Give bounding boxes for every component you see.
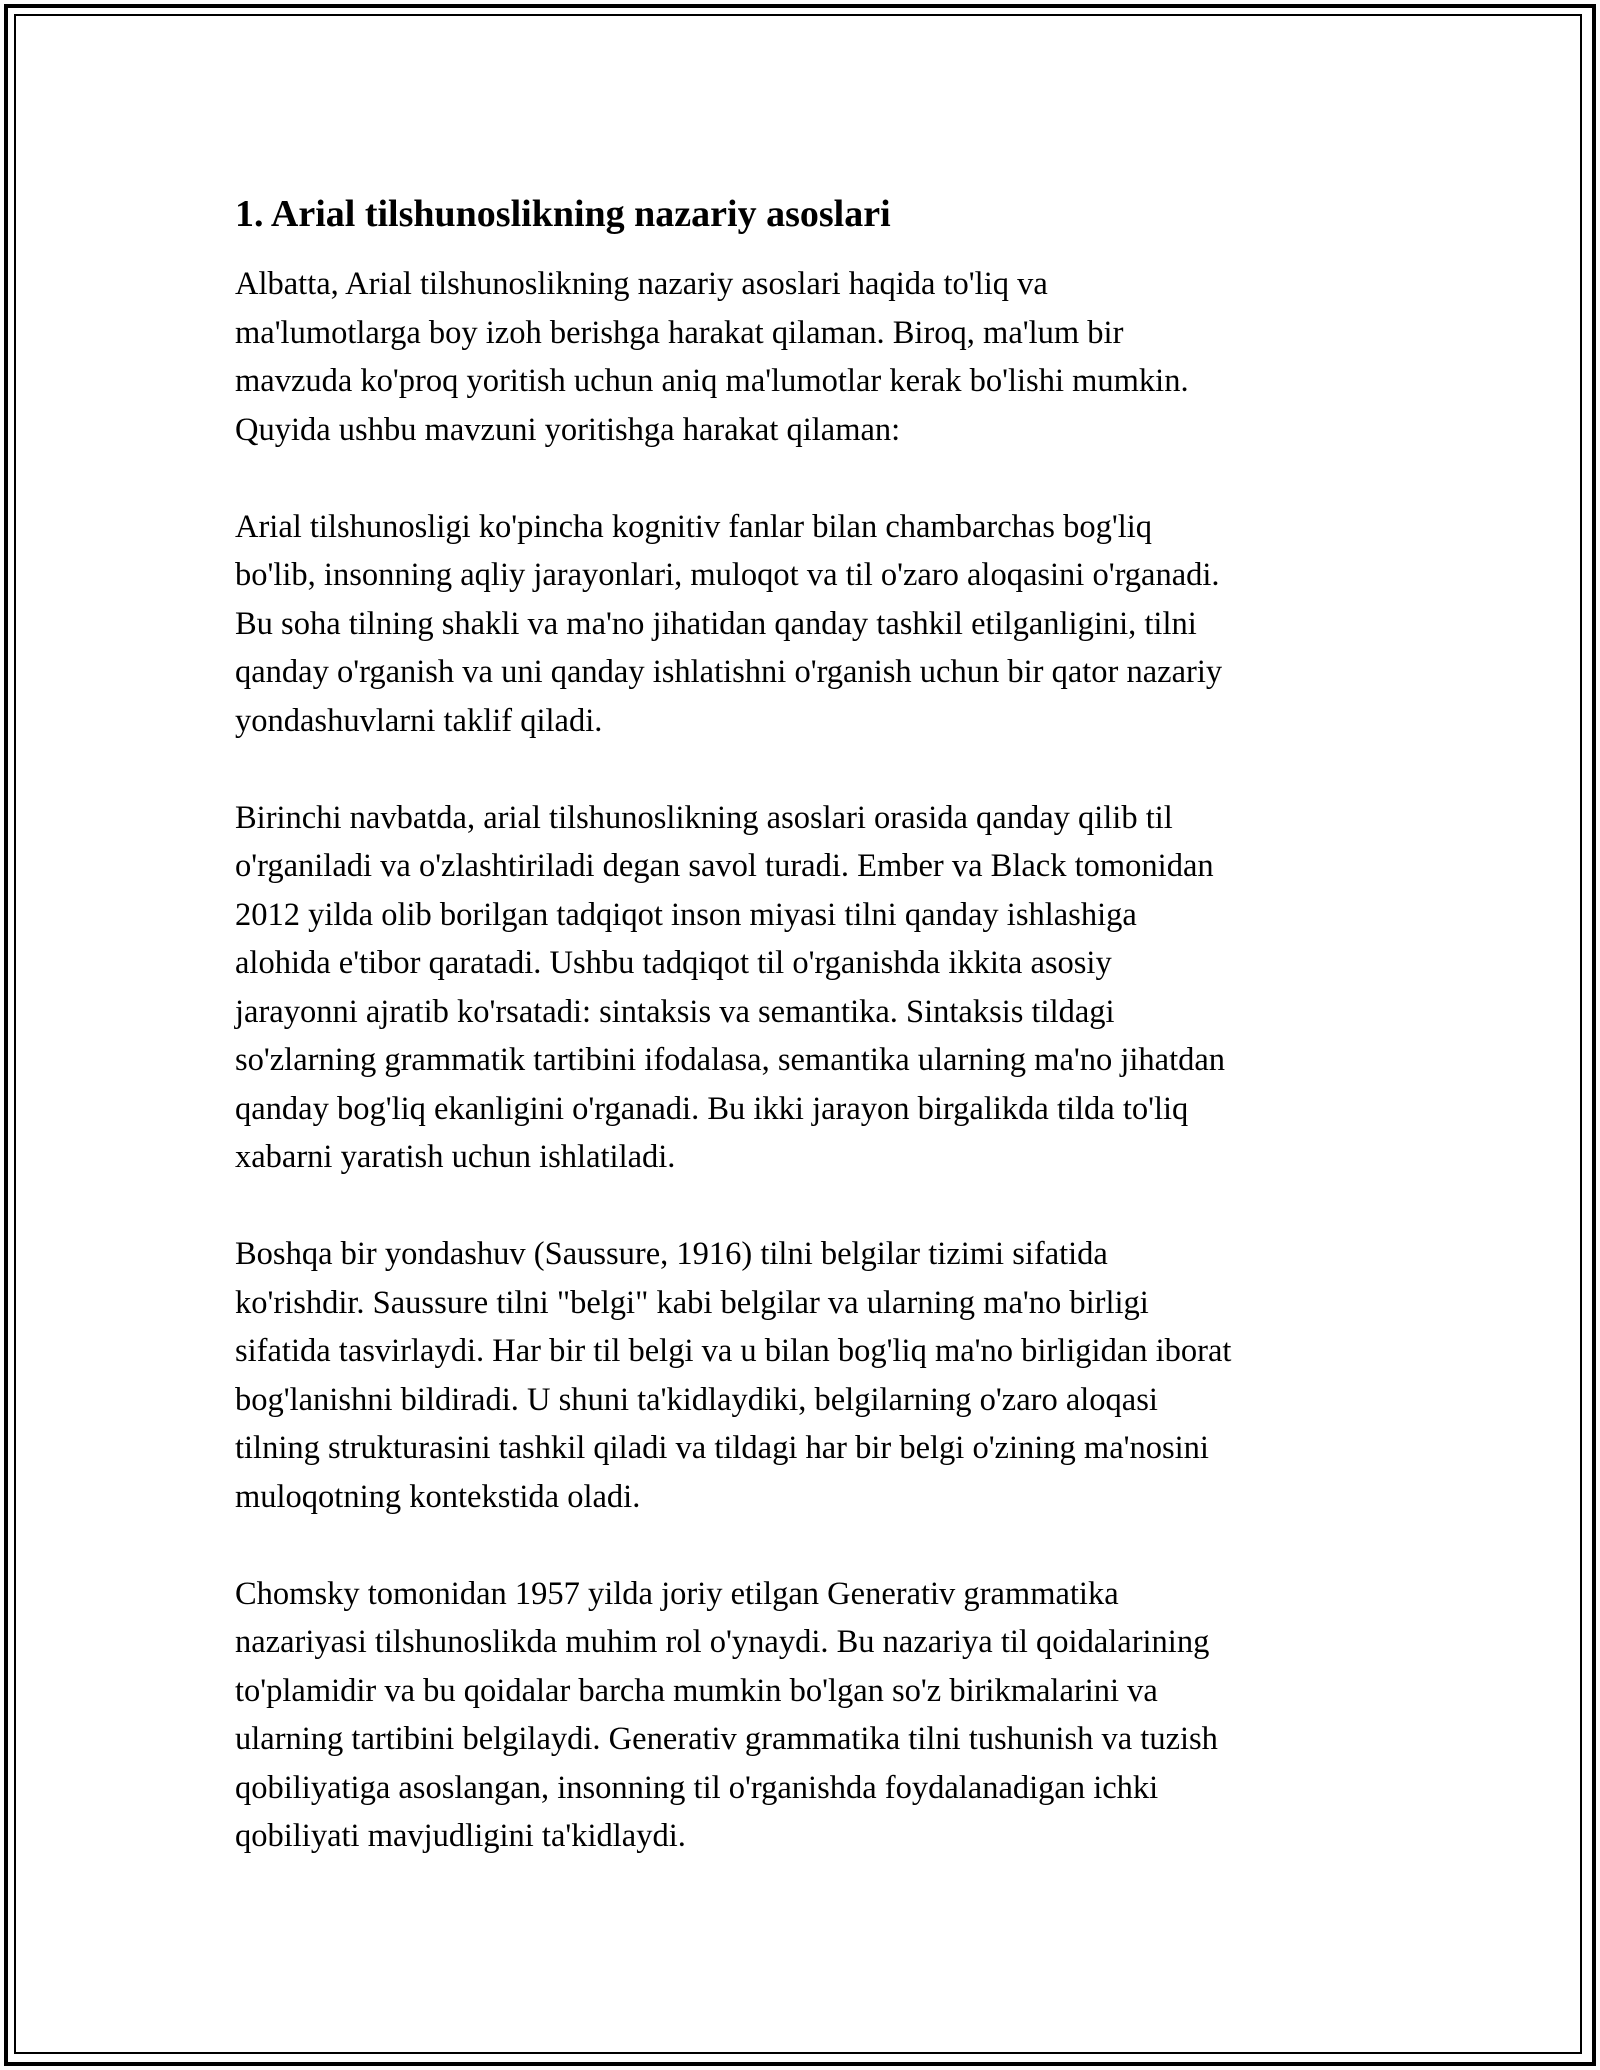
- paragraph-ember-black: [235, 794, 1385, 1182]
- text-line: Birinchi navbatda, arial tilshunoslikning asoslari orasida qanday qilib til: [235, 799, 1173, 836]
- text-line: Chomsky tomonidan 1957 yilda joriy etilgan Generativ grammatika: [235, 1575, 1119, 1612]
- text-line: sifatida tasvirlaydi. Har bir til belgi va u bilan bog'liq ma'no birligidan iborat: [235, 1333, 1232, 1369]
- text-line: qanday o'rganish va uni qanday ishlatishni o'rganish uchun bir qator nazariy: [235, 654, 1223, 690]
- text-line: alohida e'tibor qaratadi. Ushbu tadqiqot til o'rganishda ikkita asosiy: [235, 945, 1112, 981]
- text-line: ko'rishdir. Saussure tilni "belgi" kabi belgilar va ularning ma'no birligi: [235, 1284, 1149, 1321]
- paragraph-saussure: [235, 1230, 1385, 1521]
- text-line: so'zlarning grammatik tartibini ifodalasa, semantika ularning ma'no jihatdan: [235, 1042, 1226, 1078]
- text-line: nazariyasi tilshunoslikda muhim rol o'ynaydi. Bu nazariya til qoidalarining: [235, 1624, 1210, 1660]
- text-line: 2012 yilda olib borilgan tadqiqot inson miyasi tilni qanday ishlashiga: [235, 896, 1137, 933]
- text-line: muloqotning kontekstida oladi.: [235, 1478, 641, 1515]
- text-line: ularning tartibini belgilaydi. Generativ grammatika tilni tushunish va tuzish: [235, 1721, 1218, 1757]
- text-line: mavzuda ko'proq yoritish uchun aniq ma'lumotlar kerak bo'lishi mumkin.: [235, 363, 1189, 399]
- text-line: qanday bog'liq ekanligini o'rganadi. Bu ikki jarayon birgalikda tilda to'liq: [235, 1090, 1189, 1127]
- text-line: Quyida ushbu mavzuni yoritishga harakat qilaman:: [235, 411, 901, 448]
- paragraph-chomsky: [235, 1570, 1385, 1861]
- text-line: ma'lumotlarga boy izoh berishga harakat qilaman. Biroq, ma'lum bir: [235, 314, 1124, 351]
- text-line: jarayonni ajratib ko'rsatadi: sintaksis va semantika. Sintaksis tildagi: [235, 993, 1115, 1030]
- text-line: Arial tilshunosligi ko'pincha kognitiv fanlar bilan chambarchas bog'liq: [235, 508, 1152, 545]
- text-line: qobiliyati mavjudligini ta'kidlaydi.: [235, 1818, 686, 1854]
- paragraph-cognitive: [235, 503, 1385, 746]
- paragraph-intro: [235, 260, 1385, 454]
- text-line: bog'lanishni bildiradi. U shuni ta'kidlaydiki, belgilarning o'zaro aloqasi: [235, 1381, 1158, 1418]
- text-line: Boshqa bir yondashuv (Saussure, 1916) tilni belgilar tizimi sifatida: [235, 1236, 1108, 1272]
- text-line: yondashuvlarni taklif qiladi.: [235, 702, 603, 739]
- text-line: Bu soha tilning shakli va ma'no jihatidan qanday tashkil etilganligini, tilni: [235, 605, 1197, 642]
- text-line: xabarni yaratish uchun ishlatiladi.: [235, 1139, 676, 1175]
- document-body: [235, 188, 1385, 1909]
- text-line: o'rganiladi va o'zlashtiriladi degan savol turadi. Ember va Black tomonidan: [235, 848, 1214, 884]
- section-heading: 1. Arial tilshunoslikning nazariy asoslari: [235, 193, 891, 235]
- text-line: tilning strukturasini tashkil qiladi va tildagi har bir belgi o'zining ma'nosini: [235, 1430, 1209, 1466]
- text-line: to'plamidir va bu qoidalar barcha mumkin bo'lgan so'z birikmalarini va: [235, 1672, 1158, 1709]
- text-line: bo'lib, insonning aqliy jarayonlari, muloqot va til o'zaro aloqasini o'rganadi.: [235, 557, 1220, 593]
- text-line: Albatta, Arial tilshunoslikning nazariy asoslari haqida to'liq va: [235, 266, 1048, 302]
- text-line: qobiliyatiga asoslangan, insonning til o'rganishda foydalanadigan ichki: [235, 1769, 1159, 1806]
